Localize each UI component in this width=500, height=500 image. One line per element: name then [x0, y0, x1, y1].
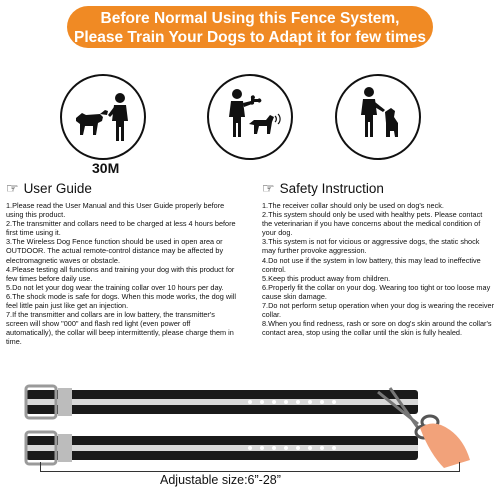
list-item: 4.Please testing all functions and training your dog with this product for few times before daily use.	[6, 264, 235, 283]
collar-strap-bottom	[26, 432, 418, 464]
illustration-reward-training	[207, 74, 293, 160]
list-item: 5.Keep this product away from children.	[262, 273, 391, 283]
adjustable-size-label: Adjustable size:6”-28”	[160, 473, 281, 487]
list-item: 8.When you find redness, rash or sore on dog's skin around the collar's contact area, stop using the collar until the skin is fully healed.	[262, 319, 492, 338]
sitting-dog-icon	[337, 76, 419, 158]
list-item: 1.Please read the User Manual and this User Guide properly before using this product.	[6, 201, 225, 220]
user-guide-section	[6, 180, 238, 347]
illustration-dog-sitting	[335, 74, 421, 160]
dog-person-icon	[62, 76, 144, 158]
title-banner	[67, 6, 433, 48]
list-item: 7.If the transmitter and collars are in low battery, the transmitter's screen will show "000" and flash red light (even power off automatically), the collar will beep intermittently, please charge them in time.	[6, 310, 234, 347]
list-item: 4.Do not use if the system in low battery, this may lead to ineffective control.	[262, 255, 481, 274]
user-guide-title: User Guide	[23, 181, 92, 196]
banner-line-2: Please Train Your Dogs to Adapt it for few times	[74, 29, 426, 46]
bone-reward-icon	[209, 76, 291, 158]
pointing-hand-icon: ☞	[6, 180, 19, 196]
distance-label: 30M	[92, 160, 120, 176]
user-guide-heading	[6, 180, 238, 197]
list-item: 6.Properly fit the collar on your dog. Wearing too tight or too loose may cause skin damage.	[262, 282, 491, 301]
safety-heading	[262, 180, 494, 197]
safety-title: Safety Instruction	[279, 181, 384, 196]
list-item: 7.Do not perform setup operation when your dog is wearing the receiver collar.	[262, 301, 495, 320]
collar-straps-illustration	[0, 382, 500, 468]
safety-section	[262, 180, 494, 337]
banner-line-1: Before Normal Using this Fence System,	[100, 10, 400, 27]
collar-strap-top	[26, 386, 418, 418]
pointing-hand-icon: ☞	[262, 180, 275, 196]
safety-list	[262, 201, 494, 337]
user-guide-list	[6, 201, 238, 347]
size-bracket	[40, 462, 460, 472]
list-item: 2.This system should only be used with healthy pets. Please contact the veterinarian if you have concerns about the medical condition of your dog.	[262, 210, 483, 238]
list-item: 3.This system is not for vicious or aggressive dogs, the static shock may further provoke aggression.	[262, 237, 480, 256]
illustration-dog-and-person	[60, 74, 146, 160]
list-item: 6.The shock mode is safe for dogs. When this mode works, the dog will feel little pain just like get an injection.	[6, 291, 236, 311]
list-item: 5.Do not let your dog wear the training collar over 10 hours per day.	[6, 282, 224, 292]
list-item: 2.The transmitter and collars need to be charged at less 4 hours before first time using it.	[6, 219, 236, 238]
list-item: 3.The Wireless Dog Fence function should be used in open area or OUTDOOR. The actual remote-control distance may be affected by electromagnetic waves or obstacle.	[6, 237, 224, 265]
list-item: 1.The receiver collar should only be used on dog's neck.	[262, 201, 444, 210]
